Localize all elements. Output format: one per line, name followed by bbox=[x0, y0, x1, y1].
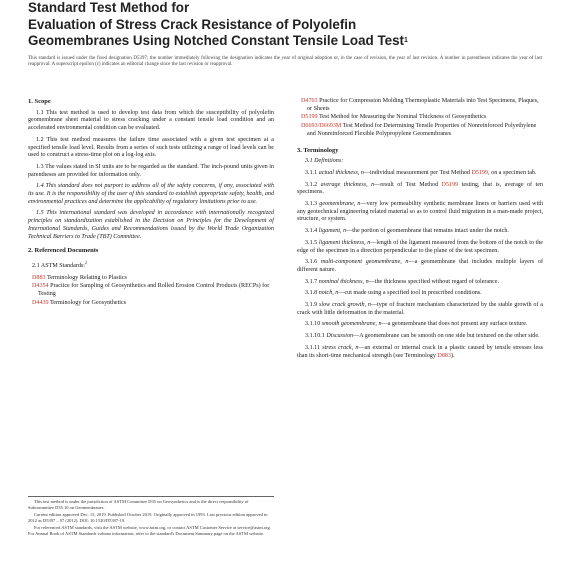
term-definition: —result of Test Method bbox=[374, 181, 442, 188]
term-definition: —individual measurement per Test Method bbox=[363, 169, 472, 176]
term-entry bbox=[297, 302, 543, 317]
ref-item bbox=[32, 274, 274, 283]
term-number: 3.1.1 bbox=[305, 169, 318, 176]
terminology-heading: 3. Terminology bbox=[297, 146, 339, 154]
ref-title: Terminology Relating to Plastics bbox=[45, 274, 127, 281]
term-ref-link[interactable]: D883 bbox=[437, 352, 451, 359]
title-line-2: Evaluation of Stress Crack Resistance of Polyolefin bbox=[28, 16, 357, 32]
scope-1-3: 1.3 The values stated in SI units are to be regarded as the standard. The inch-pound units given in parentheses are provided for information only. bbox=[28, 163, 274, 178]
term-name: notch, n bbox=[318, 290, 339, 297]
term-entry bbox=[297, 240, 543, 255]
ref-title: Practice for Sampling of Geosynthetics and Rolled Erosion Control Products (RECPs) for Testing bbox=[38, 283, 270, 298]
ref-link[interactable]: D5199 bbox=[301, 114, 318, 121]
term-definition-end: testing, that is, average of ten specimens. bbox=[297, 181, 543, 196]
ref-link[interactable]: D4703 bbox=[301, 98, 318, 104]
term-number: 3.1.9 bbox=[305, 302, 318, 309]
ref-link[interactable]: D4354 bbox=[32, 283, 49, 290]
ref-title: Test Method for Determining Tensile Properties of Nonreinforced Polyethylene and Nonreinforced Flexible Polypropylene Geomembranes bbox=[307, 123, 537, 137]
term-entry bbox=[297, 345, 543, 360]
term-entry bbox=[297, 182, 543, 197]
ref-title: Practice for Compression Molding Thermoplastic Materials into Test Specimens, Plaques, or Sheets bbox=[307, 98, 539, 112]
definitions-label: 3.1 Definitions: bbox=[305, 158, 344, 165]
term-number: 3.1.5 bbox=[305, 239, 318, 246]
ref-item bbox=[301, 98, 543, 113]
term-definition: —the thickness specified without regard of tolerance. bbox=[368, 278, 500, 285]
title-line-3 bbox=[28, 33, 548, 50]
terms-list bbox=[297, 170, 543, 360]
term-name: smooth geomembrane, n bbox=[321, 321, 382, 328]
term-entry bbox=[297, 170, 543, 178]
scope-1-4: 1.4 This standard does not purport to address all of the safety concerns, if any, associated with its use. It is the responsibility of the user of this standard to establish appropriate safety, health, and environmental practices and determine the applicability of regulatory limitations prior to use. bbox=[28, 183, 274, 205]
footnote-2: Current edition approved Dec. 15, 2019. Published October 2019. Originally approved in 1993. Last previous edition approved in 2012 as D5397 – 07 (2012). DOI: 10.1520/D5397-19. bbox=[28, 512, 268, 523]
footnote-1: This test method is under the jurisdiction of ASTM Committee D35 on Geosynthetics and is the direct responsibility of Subcommittee D35.10 on Geomembranes. bbox=[28, 499, 249, 510]
astm-standards-footnote-marker: 2 bbox=[84, 259, 87, 265]
ref-link[interactable]: D4439 bbox=[32, 299, 49, 306]
term-definition: —A geomembrane can be smooth on one side but textured on the other side. bbox=[353, 333, 540, 340]
left-ref-list bbox=[32, 274, 274, 308]
term-entry bbox=[297, 279, 543, 287]
scope-1-5: 1.5 This international standard was developed in accordance with internationally recognized principles on standardization established in the Decision on Principles for the Development of International Standards, Guides and Recommendations issued by the World Trade Organization Technical Barriers to Trade (TBT) Committee. bbox=[28, 210, 274, 240]
term-entry bbox=[297, 290, 543, 298]
term-definition-end: ). bbox=[450, 352, 455, 359]
title-block bbox=[28, 0, 548, 50]
term-definition: —type of fracture mechanism characterized by the stable growth of a crack with little deformation in the material. bbox=[297, 302, 544, 316]
right-ref-list bbox=[301, 98, 543, 139]
title-line-3-text: Geomembranes Using Notched Constant Tensile Load Test bbox=[28, 33, 404, 48]
term-number: 3.1.11 bbox=[305, 344, 321, 351]
ref-title: Terminology for Geosynthetics bbox=[48, 299, 127, 306]
term-number: 3.1.10.1 bbox=[305, 333, 325, 340]
left-column bbox=[28, 98, 274, 498]
term-number: 3.1.8 bbox=[305, 290, 318, 297]
term-name: Discussion bbox=[326, 333, 354, 340]
term-number: 3.1.7 bbox=[305, 278, 318, 285]
term-definition-end: , on a specimen tab. bbox=[488, 169, 537, 176]
ref-item bbox=[301, 123, 543, 138]
ref-item bbox=[301, 114, 543, 122]
ref-title: Test Method for Measuring the Nominal Thickness of Geosynthetics bbox=[317, 114, 487, 121]
term-number: 3.1.3 bbox=[305, 201, 318, 208]
scope-heading: 1. Scope bbox=[28, 98, 51, 105]
term-definition: —length of the ligament measured from the bottom of the notch to the edge of the specimen in a direction perpendicular to the plane of the test specimen. bbox=[297, 239, 543, 254]
ref-item bbox=[32, 283, 274, 298]
referenced-documents-heading: 2. Referenced Documents bbox=[28, 247, 99, 255]
term-entry bbox=[297, 321, 543, 329]
term-name: multi-component geomembrane, n bbox=[320, 259, 409, 266]
term-entry bbox=[297, 201, 543, 224]
term-definition: —the portion of geomembrane that remains intact under the notch. bbox=[346, 228, 509, 235]
scope-1-2: 1.2 This test method measures the failure time associated with a given test specimen at a specified tensile load level. Results from a series of such tests utilizing a range of load levels can be used to construct a stress-time plot on a log-log axis. bbox=[28, 136, 274, 159]
scope-1-1: 1.1 This test method is used to develop test data from which the susceptibility of polyolefin geomembrane sheet material to stress cracking under a constant tensile load condition and an accelerated environmental condition can be evaluated. bbox=[28, 109, 274, 132]
footnote-3: For referenced ASTM standards, visit the ASTM website, www.astm.org, or contact ASTM Customer Service at service@astm.org. For Annual Book of ASTM Standards volume information, refer to the standard's Document Summary page on the ASTM website. bbox=[28, 525, 271, 536]
term-number: 3.1.6 bbox=[305, 259, 318, 266]
title-footnote-marker: 1 bbox=[404, 37, 408, 44]
term-name: average thickness, n bbox=[320, 181, 375, 188]
term-definition: —very low permeability synthetic membrane liners or barriers used with any geotechnical engineering related material so as to control fluid migration in a man-made project, structure, or system. bbox=[297, 201, 544, 223]
footnotes bbox=[28, 496, 274, 539]
term-name: nominal thickness, n bbox=[318, 278, 369, 285]
ref-link[interactable]: D6693/D6693M bbox=[301, 123, 342, 130]
term-number: 3.1.10 bbox=[305, 321, 321, 328]
term-entry bbox=[297, 259, 543, 274]
ref-link[interactable]: D883 bbox=[32, 274, 46, 281]
term-name: actual thickness, n bbox=[318, 169, 364, 176]
astm-standards-text: 2.1 ASTM Standards: bbox=[32, 262, 85, 269]
term-definition: —cut made using a specified tool in prescribed conditions. bbox=[338, 290, 482, 297]
title-line-1: Standard Test Method for bbox=[28, 0, 190, 15]
term-name: geomembrane, n bbox=[319, 201, 361, 208]
term-definition: —a geomembrane that does not present any surface texture. bbox=[381, 321, 528, 328]
term-number: 3.1.2 bbox=[305, 181, 318, 188]
term-name: ligament, n bbox=[318, 228, 347, 235]
term-definition: —a geomembrane that includes multiple layers of different nature. bbox=[297, 259, 543, 273]
term-name: stress crack, n bbox=[322, 344, 359, 351]
term-number: 3.1.4 bbox=[305, 228, 318, 235]
term-definition: —an external or internal crack in a plastic caused by tensile stresses less than its short-time mechanical strength (see Terminology bbox=[297, 344, 543, 359]
issuance-note: This standard is issued under the fixed designation D5397; the number immediately following the designation indicates the year of original adoption or, in the case of revision, the year of last revision. A number in parentheses indicates the year of last reapproval. A superscript epsilon (ε) indicates an editorial change since the last revision or reapproval. bbox=[28, 56, 542, 68]
term-ref-link[interactable]: D5199 bbox=[471, 169, 489, 176]
term-ref-link[interactable]: D5199 bbox=[441, 181, 459, 188]
right-column bbox=[297, 98, 543, 364]
term-entry bbox=[297, 228, 543, 236]
term-name: ligament thickness, n bbox=[318, 239, 371, 246]
term-name: slow crack growth, n bbox=[319, 302, 371, 309]
astm-standards-label bbox=[28, 259, 274, 271]
term-entry bbox=[297, 333, 543, 341]
ref-item bbox=[32, 299, 274, 308]
